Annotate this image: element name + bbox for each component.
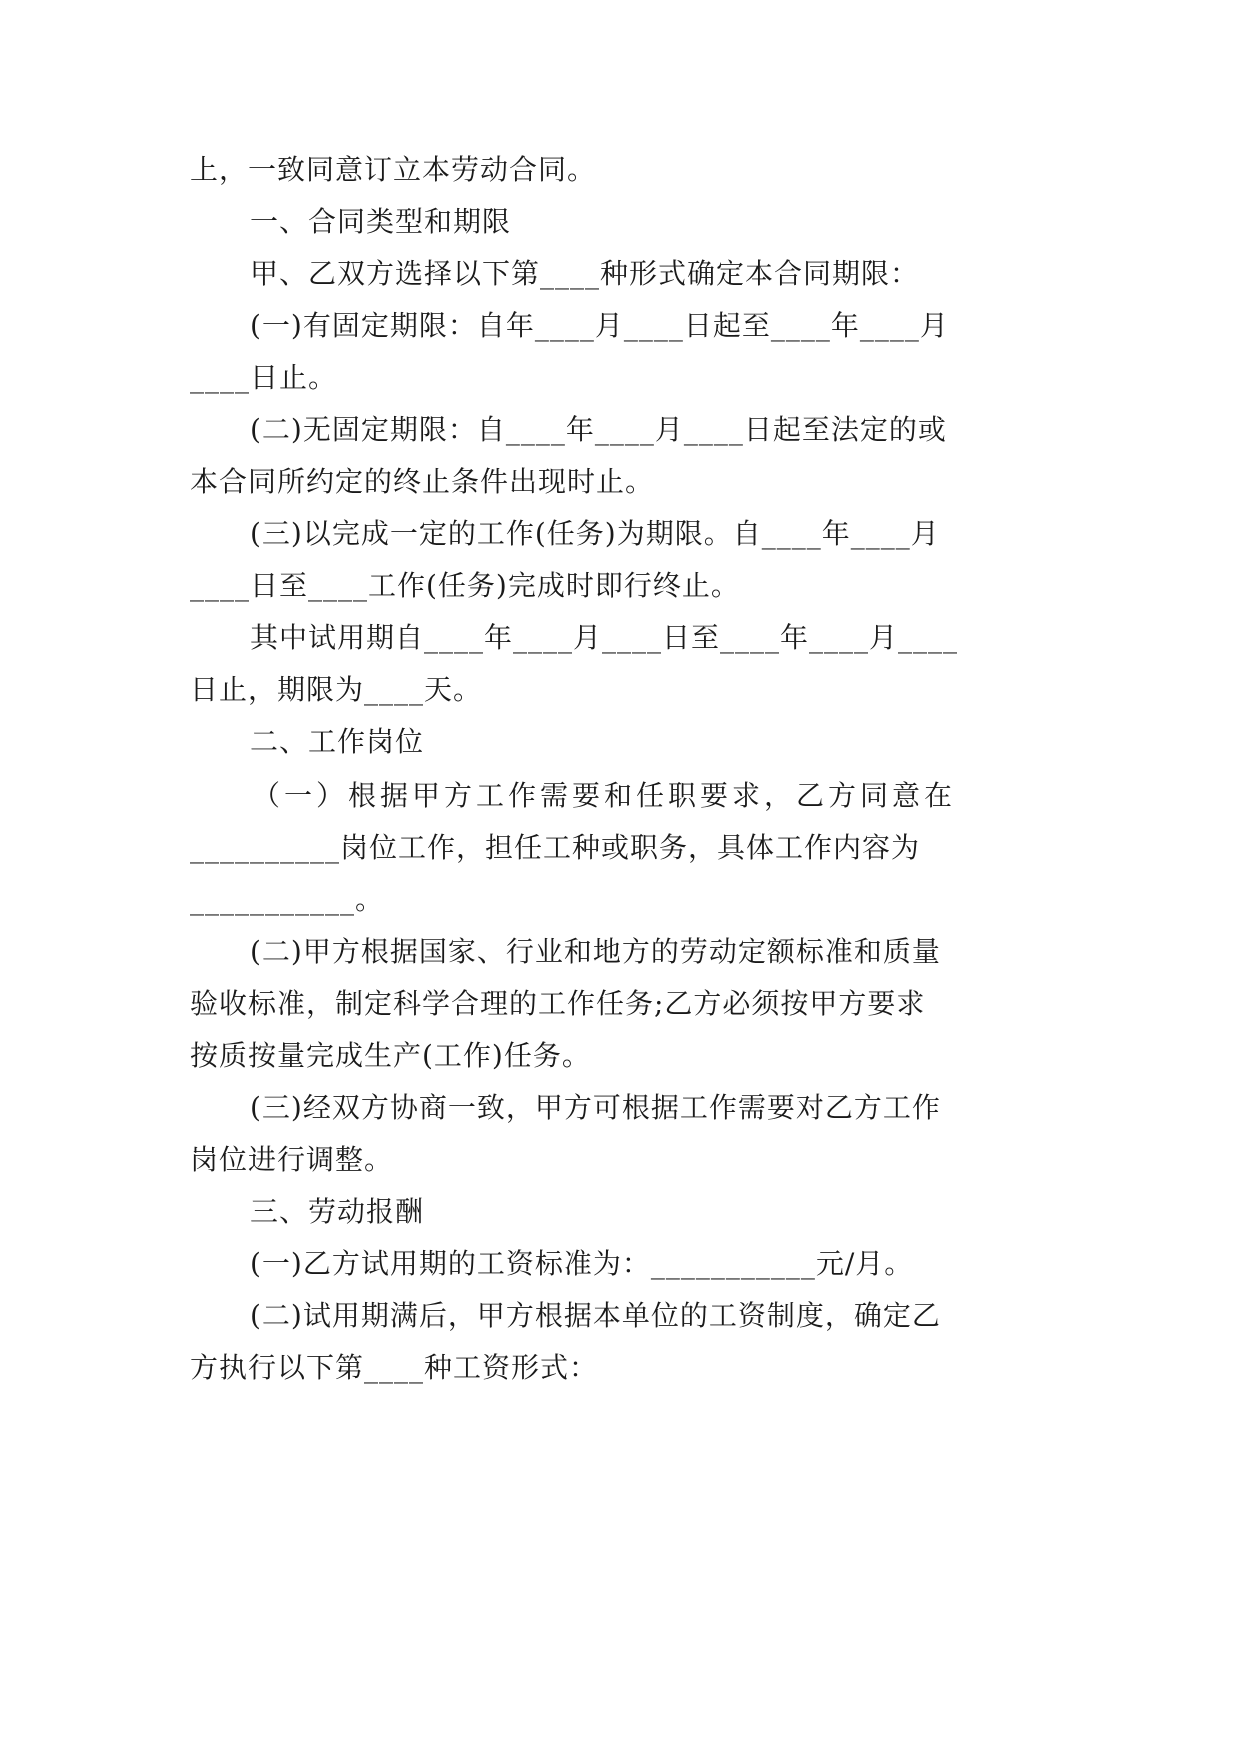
text-line: 验收标准，制定科学合理的工作任务;乙方必须按甲方要求: [190, 987, 926, 1020]
text-line: 其中试用期自____年____月____日至____年____月____: [250, 621, 959, 654]
text-line: ____日止。: [190, 361, 338, 394]
text-line: (二)甲方根据国家、行业和地方的劳动定额标准和质量: [250, 935, 941, 968]
section-heading: 二、工作岗位: [250, 725, 425, 758]
text-line: ____日至____工作(任务)完成时即行终止。: [190, 569, 740, 602]
text-line: 岗位进行调整。: [190, 1143, 394, 1176]
text-line: （一）根据甲方工作需要和任职要求，乙方同意在: [252, 779, 957, 812]
text-line: 日止，期限为____天。: [190, 673, 483, 706]
text-line: 甲、乙双方选择以下第____种形式确定本合同期限：: [250, 257, 920, 290]
text-line: 本合同所约定的终止条件出现时止。: [190, 465, 655, 498]
text-line: ___________。: [190, 883, 385, 916]
text-line: (二)无固定期限：自____年____月____日起至法定的或: [250, 413, 947, 446]
text-line: (一)乙方试用期的工资标准为：___________元/月。: [250, 1247, 914, 1280]
text-line: (一)有固定期限：自年____月____日起至____年____月: [250, 309, 949, 342]
text-line: __________岗位工作，担任工种或职务，具体工作内容为: [190, 831, 921, 864]
text-line: 上，一致同意订立本劳动合同。: [190, 153, 597, 186]
text-line: 按质按量完成生产(工作)任务。: [190, 1039, 591, 1072]
text-line: (三)经双方协商一致，甲方可根据工作需要对乙方工作: [250, 1091, 941, 1124]
text-line: (二)试用期满后，甲方根据本单位的工资制度，确定乙: [250, 1299, 941, 1332]
text-line: (三)以完成一定的工作(任务)为期限。自____年____月: [250, 517, 940, 550]
section-heading: 一、合同类型和期限: [250, 205, 512, 238]
section-heading: 三、劳动报酬: [250, 1195, 425, 1228]
text-line: 方执行以下第____种工资形式：: [190, 1351, 599, 1384]
